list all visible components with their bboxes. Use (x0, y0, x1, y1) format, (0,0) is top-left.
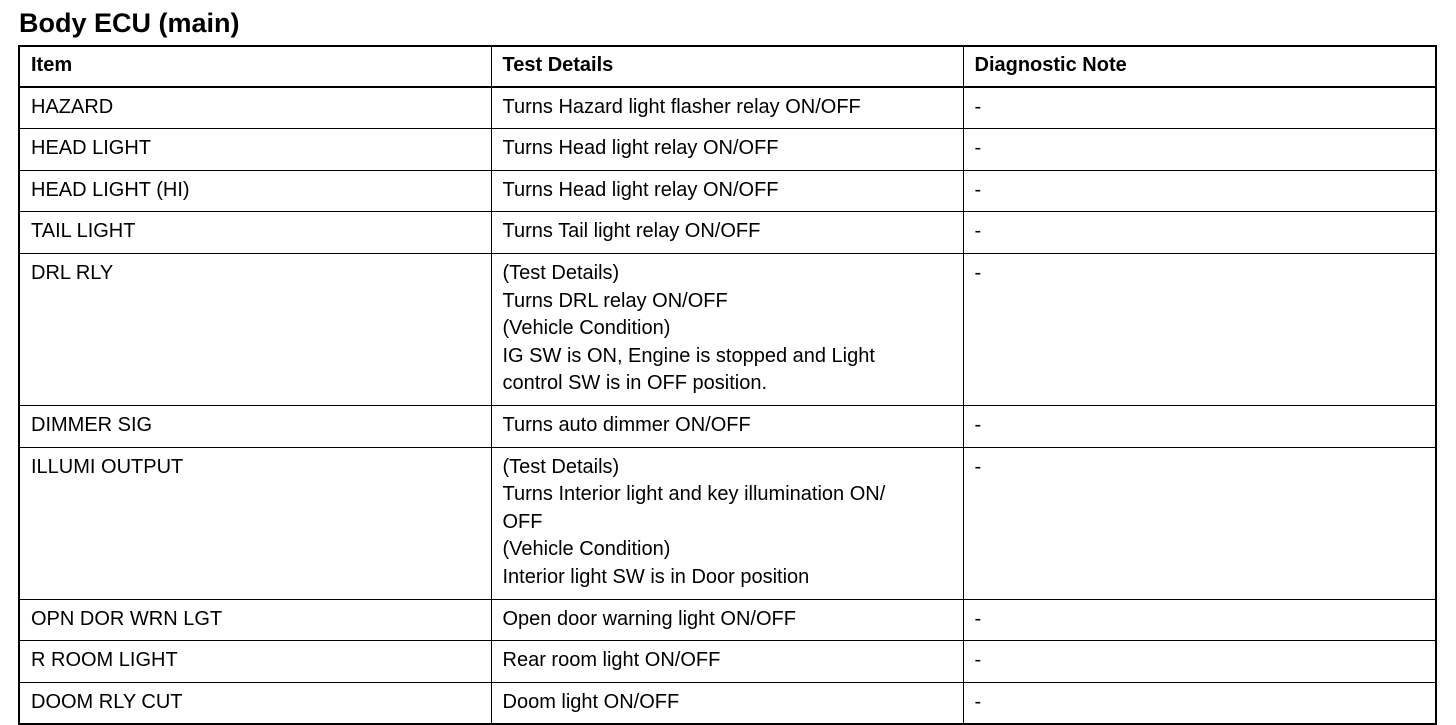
table-row (19, 447, 1436, 599)
diagnostic-note-cell: - (963, 87, 1436, 129)
item-cell: TAIL LIGHT (19, 212, 491, 254)
test-details-line: Turns DRL relay ON/OFF (502, 289, 728, 312)
table-row (19, 641, 1436, 683)
diagnostic-note-cell: - (963, 641, 1436, 683)
test-details-line: Interior light SW is in Door position (502, 565, 810, 588)
test-details-line: Open door warning light ON/OFF (502, 607, 796, 630)
test-details-line: (Test Details) (502, 261, 620, 284)
diagnostic-note-cell: - (963, 129, 1436, 171)
table-row (19, 87, 1436, 129)
test-details-cell (491, 682, 963, 724)
test-details-line: (Test Details) (502, 455, 620, 478)
table-row (19, 212, 1436, 254)
diagnostic-note-cell: - (963, 447, 1436, 599)
test-details-line: Turns Hazard light flasher relay ON/OFF (502, 95, 861, 118)
item-cell: DOOM RLY CUT (19, 682, 491, 724)
test-details-line: Turns Head light relay ON/OFF (502, 178, 779, 201)
test-details-line: Rear room light ON/OFF (502, 649, 721, 672)
item-cell: HEAD LIGHT (HI) (19, 170, 491, 212)
test-details-cell (491, 212, 963, 254)
column-header-diagnostic-note: Diagnostic Note (963, 46, 1436, 87)
diagnostic-note-cell: - (963, 170, 1436, 212)
diagnostic-note-cell: - (963, 212, 1436, 254)
test-details-cell (491, 641, 963, 683)
table-row (19, 405, 1436, 447)
column-header-item: Item (19, 46, 491, 87)
test-details-line: Doom light ON/OFF (502, 690, 680, 713)
test-details-cell (491, 87, 963, 129)
diagnostic-note-cell: - (963, 682, 1436, 724)
table-row (19, 170, 1436, 212)
item-cell: HAZARD (19, 87, 491, 129)
test-details-cell (491, 405, 963, 447)
test-details-line: OFF (502, 510, 543, 533)
item-cell: HEAD LIGHT (19, 129, 491, 171)
test-details-line: (Vehicle Condition) (502, 538, 671, 561)
test-details-line: IG SW is ON, Engine is stopped and Light (502, 344, 875, 367)
column-header-test-details: Test Details (491, 46, 963, 87)
active-test-table (18, 45, 1437, 725)
test-details-cell (491, 253, 963, 405)
table-header-row (19, 46, 1436, 87)
table-row (19, 253, 1436, 405)
test-details-line: (Vehicle Condition) (502, 317, 671, 340)
test-details-cell (491, 170, 963, 212)
diagnostic-note-cell: - (963, 253, 1436, 405)
test-details-line: Turns Head light relay ON/OFF (502, 137, 779, 160)
item-cell: DIMMER SIG (19, 405, 491, 447)
test-details-cell (491, 447, 963, 599)
item-cell: DRL RLY (19, 253, 491, 405)
item-cell: R ROOM LIGHT (19, 641, 491, 683)
diagnostic-note-cell: - (963, 405, 1436, 447)
table-row (19, 599, 1436, 641)
table-row (19, 682, 1436, 724)
test-details-line: Turns Tail light relay ON/OFF (502, 220, 761, 243)
item-cell: ILLUMI OUTPUT (19, 447, 491, 599)
page-title: Body ECU (main) (19, 8, 240, 38)
item-cell: OPN DOR WRN LGT (19, 599, 491, 641)
test-details-line: control SW is in OFF position. (502, 372, 768, 395)
table-row (19, 129, 1436, 171)
test-details-cell (491, 599, 963, 641)
diagnostic-note-cell: - (963, 599, 1436, 641)
test-details-line: Turns Interior light and key illumination ON/ (502, 483, 886, 506)
test-details-line: Turns auto dimmer ON/OFF (502, 413, 751, 436)
test-details-cell (491, 129, 963, 171)
